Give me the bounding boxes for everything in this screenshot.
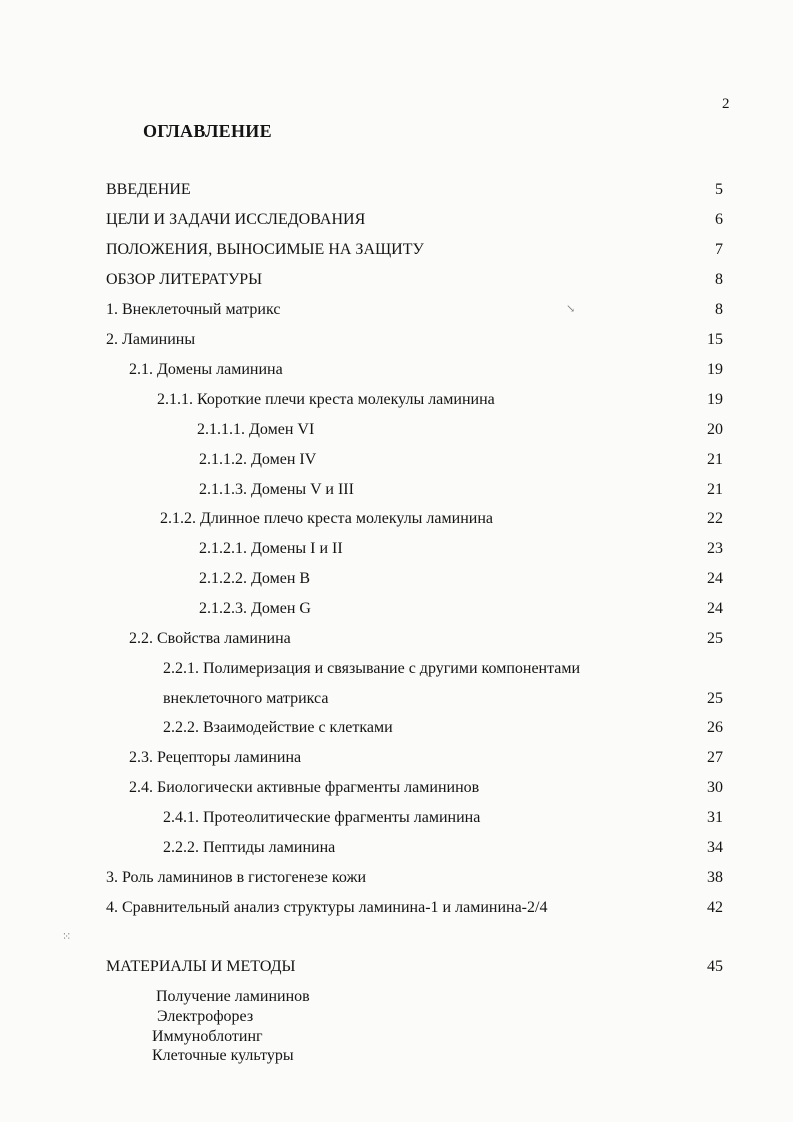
toc-label: 2.3. Рецепторы ламинина: [129, 749, 302, 766]
page-number: 2: [722, 96, 730, 112]
toc-label: 4. Сравнительный анализ структуры ламинина-1 и ламинина-2/4: [106, 899, 548, 916]
toc-entry: [0, 387, 793, 413]
toc-label: 2.1.2.3. Домен G: [199, 600, 311, 617]
toc-page: 22: [707, 510, 723, 527]
toc-label: 2.2.1. Полимеризация и связывание с другими компонентами: [163, 660, 581, 677]
toc-page: 26: [707, 719, 723, 736]
toc-page: 24: [707, 600, 723, 617]
toc-page: 20: [707, 421, 723, 438]
toc-entry: [0, 715, 793, 741]
toc-entry: [0, 745, 793, 771]
toc-entry: [0, 267, 793, 293]
toc-entry: [0, 835, 793, 861]
toc-page: 25: [707, 630, 723, 647]
toc-page: 15: [707, 331, 723, 348]
toc-entry: [0, 596, 793, 622]
toc-page: 31: [707, 809, 723, 826]
toc-page: 23: [707, 540, 723, 557]
toc-page: 42: [707, 899, 723, 916]
toc-entry: [0, 686, 793, 712]
toc-entry: [0, 805, 793, 831]
toc-entry: [0, 566, 793, 592]
methods-item: Электрофорез: [157, 1008, 254, 1025]
toc-page: 21: [707, 481, 723, 498]
toc-page: 38: [707, 869, 723, 886]
toc-entry: [0, 357, 793, 383]
toc-entry: [0, 327, 793, 353]
scan-mark: ↘: [566, 303, 576, 315]
toc-label: 1. Внеклеточный матрикс: [106, 301, 281, 318]
toc-page: 19: [707, 361, 723, 378]
toc-label: 2.1.2.1. Домены I и II: [199, 540, 343, 557]
toc-label: 2.1.2.2. Домен В: [199, 570, 311, 587]
scan-mark: ⁙: [62, 931, 72, 943]
toc-page: 5: [715, 181, 723, 198]
toc-label: 2.1. Домены ламинина: [129, 361, 283, 378]
methods-item: Клеточные культуры: [152, 1047, 294, 1064]
toc-label: 2.2.2. Взаимодействие с клетками: [163, 719, 393, 736]
toc-page: 19: [707, 391, 723, 408]
page-title: ОГЛАВЛЕНИЕ: [143, 121, 272, 141]
toc-label: ПОЛОЖЕНИЯ, ВЫНОСИМЫЕ НА ЗАЩИТУ: [106, 241, 424, 258]
toc-page: 27: [707, 749, 723, 766]
toc-page: 21: [707, 451, 723, 468]
toc-entry: [0, 954, 793, 980]
toc-page: 45: [707, 958, 723, 975]
toc-label: 2.1.1.1. Домен VI: [197, 421, 315, 438]
toc-label: 2.1.1.3. Домены V и III: [199, 481, 354, 498]
toc-entry: [0, 775, 793, 801]
toc-label: МАТЕРИАЛЫ И МЕТОДЫ: [106, 958, 296, 975]
toc-label: 2.1.2. Длинное плечо креста молекулы ламинина: [160, 510, 493, 527]
toc-entry: [0, 656, 793, 682]
toc-page: 24: [707, 570, 723, 587]
toc-page: 7: [715, 241, 723, 258]
toc-entry: [0, 895, 793, 921]
toc-entry: [0, 865, 793, 891]
toc-entry: [0, 477, 793, 503]
toc-page: 34: [707, 839, 723, 856]
toc-entry: [0, 536, 793, 562]
toc-label: 2.4. Биологически активные фрагменты ламининов: [129, 779, 480, 796]
methods-item: Иммуноблотинг: [152, 1028, 263, 1045]
toc-label: 2.1.1.2. Домен IV: [199, 451, 317, 468]
toc-label: 2.2.2. Пептиды ламинина: [163, 839, 336, 856]
toc-entry: [0, 447, 793, 473]
toc-page: 30: [707, 779, 723, 796]
toc-label: 2.4.1. Протеолитические фрагменты ламинина: [163, 809, 481, 826]
toc-page: 6: [715, 211, 723, 228]
toc-entry: [0, 207, 793, 233]
toc-label: ЦЕЛИ И ЗАДАЧИ ИССЛЕДОВАНИЯ: [106, 211, 366, 228]
toc-label: 2. Ламинины: [106, 331, 196, 348]
toc-entry: [0, 626, 793, 652]
toc-page: 25: [707, 690, 723, 707]
toc-entry: [0, 177, 793, 203]
toc-page: 8: [715, 301, 723, 318]
toc-label: ВВЕДЕНИЕ: [106, 181, 191, 198]
toc-entry: [0, 506, 793, 532]
toc-entry: [0, 237, 793, 263]
toc-label: 3. Роль ламининов в гистогенезе кожи: [106, 869, 367, 886]
toc-label: 2.1.1. Короткие плечи креста молекулы ламинина: [157, 391, 495, 408]
toc-entry: [0, 417, 793, 443]
toc-label: ОБЗОР ЛИТЕРАТУРЫ: [106, 271, 263, 288]
toc-label: внеклеточного матрикса: [163, 690, 329, 707]
toc-entry: [0, 297, 793, 323]
toc-label: 2.2. Свойства ламинина: [129, 630, 291, 647]
methods-item: Получение ламининов: [156, 988, 310, 1005]
toc-page: 8: [715, 271, 723, 288]
